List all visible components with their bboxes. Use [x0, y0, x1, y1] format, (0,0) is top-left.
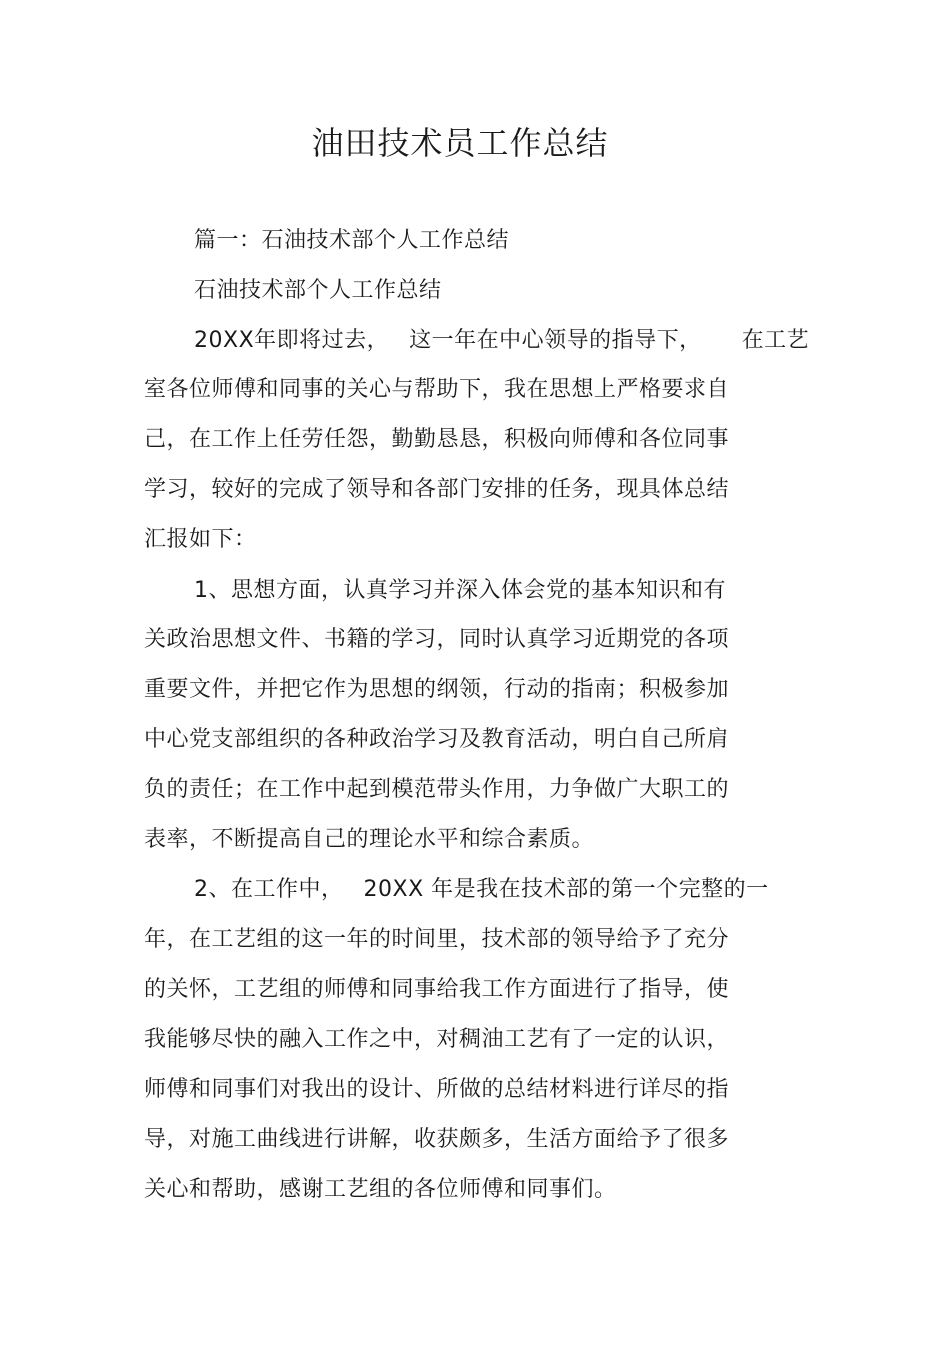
paragraph-1-line-1-part-c: 在工艺	[741, 328, 810, 353]
paragraph-3-line-1-part-a: 2、在工作中，	[194, 877, 344, 902]
document-subtitle: 石油技术部个人工作总结	[194, 278, 442, 303]
paragraph-1-line-1	[194, 326, 809, 356]
paragraph-3-line-1-part-b: 20XX 年是我在技术部的第一个完整的一	[363, 877, 769, 902]
paragraph-3-line-5: 师傅和同事们对我出的设计、所做的总结材料进行详尽的指	[144, 1077, 730, 1102]
paragraph-2-line-6: 表率，不断提高自己的理论水平和综合素质。	[144, 827, 595, 852]
paragraph-3-line-2: 年，在工艺组的这一年的时间里，技术部的领导给予了充分	[144, 927, 730, 952]
paragraph-2-line-3: 重要文件，并把它作为思想的纲领，行动的指南；积极参加	[144, 677, 730, 702]
paragraph-2-line-5: 负的责任；在工作中起到模范带头作用，力争做广大职工的	[144, 777, 730, 802]
paragraph-1-line-5: 汇报如下：	[144, 527, 257, 552]
paragraph-1-line-3: 己，在工作上任劳任怨，勤勤恳恳，积极向师傅和各位同事	[144, 427, 730, 452]
document-title: 油田技术员工作总结	[311, 124, 609, 162]
paragraph-3-line-3: 的关怀，工艺组的师傅和同事给我工作方面进行了指导，使	[144, 977, 730, 1002]
paragraph-2-line-1: 1、思想方面，认真学习并深入体会党的基本知识和有	[194, 578, 726, 603]
section-heading: 篇一：石油技术部个人工作总结	[194, 228, 510, 253]
paragraph-2-line-2: 关政治思想文件、书籍的学习，同时认真学习近期党的各项	[144, 627, 730, 652]
paragraph-1-line-4: 学习，较好的完成了领导和各部门安排的任务，现具体总结	[144, 477, 730, 502]
paragraph-1-line-1-part-a: 20XX年即将过去，	[194, 328, 390, 353]
paragraph-3-line-7: 关心和帮助，感谢工艺组的各位师傅和同事们。	[144, 1177, 617, 1202]
paragraph-1-line-2: 室各位师傅和同事的关心与帮助下，我在思想上严格要求自	[144, 377, 730, 402]
paragraph-3-line-6: 导，对施工曲线进行讲解，收获颇多，生活方面给予了很多	[144, 1127, 730, 1152]
paragraph-1-line-1-part-b: 这一年在中心领导的指导下，	[409, 328, 702, 353]
paragraph-2-line-4: 中心党支部组织的各种政治学习及教育活动，明白自己所肩	[144, 727, 730, 752]
paragraph-3-line-4: 我能够尽快的融入工作之中，对稠油工艺有了一定的认识，	[144, 1027, 730, 1052]
paragraph-3-line-1	[194, 875, 769, 905]
